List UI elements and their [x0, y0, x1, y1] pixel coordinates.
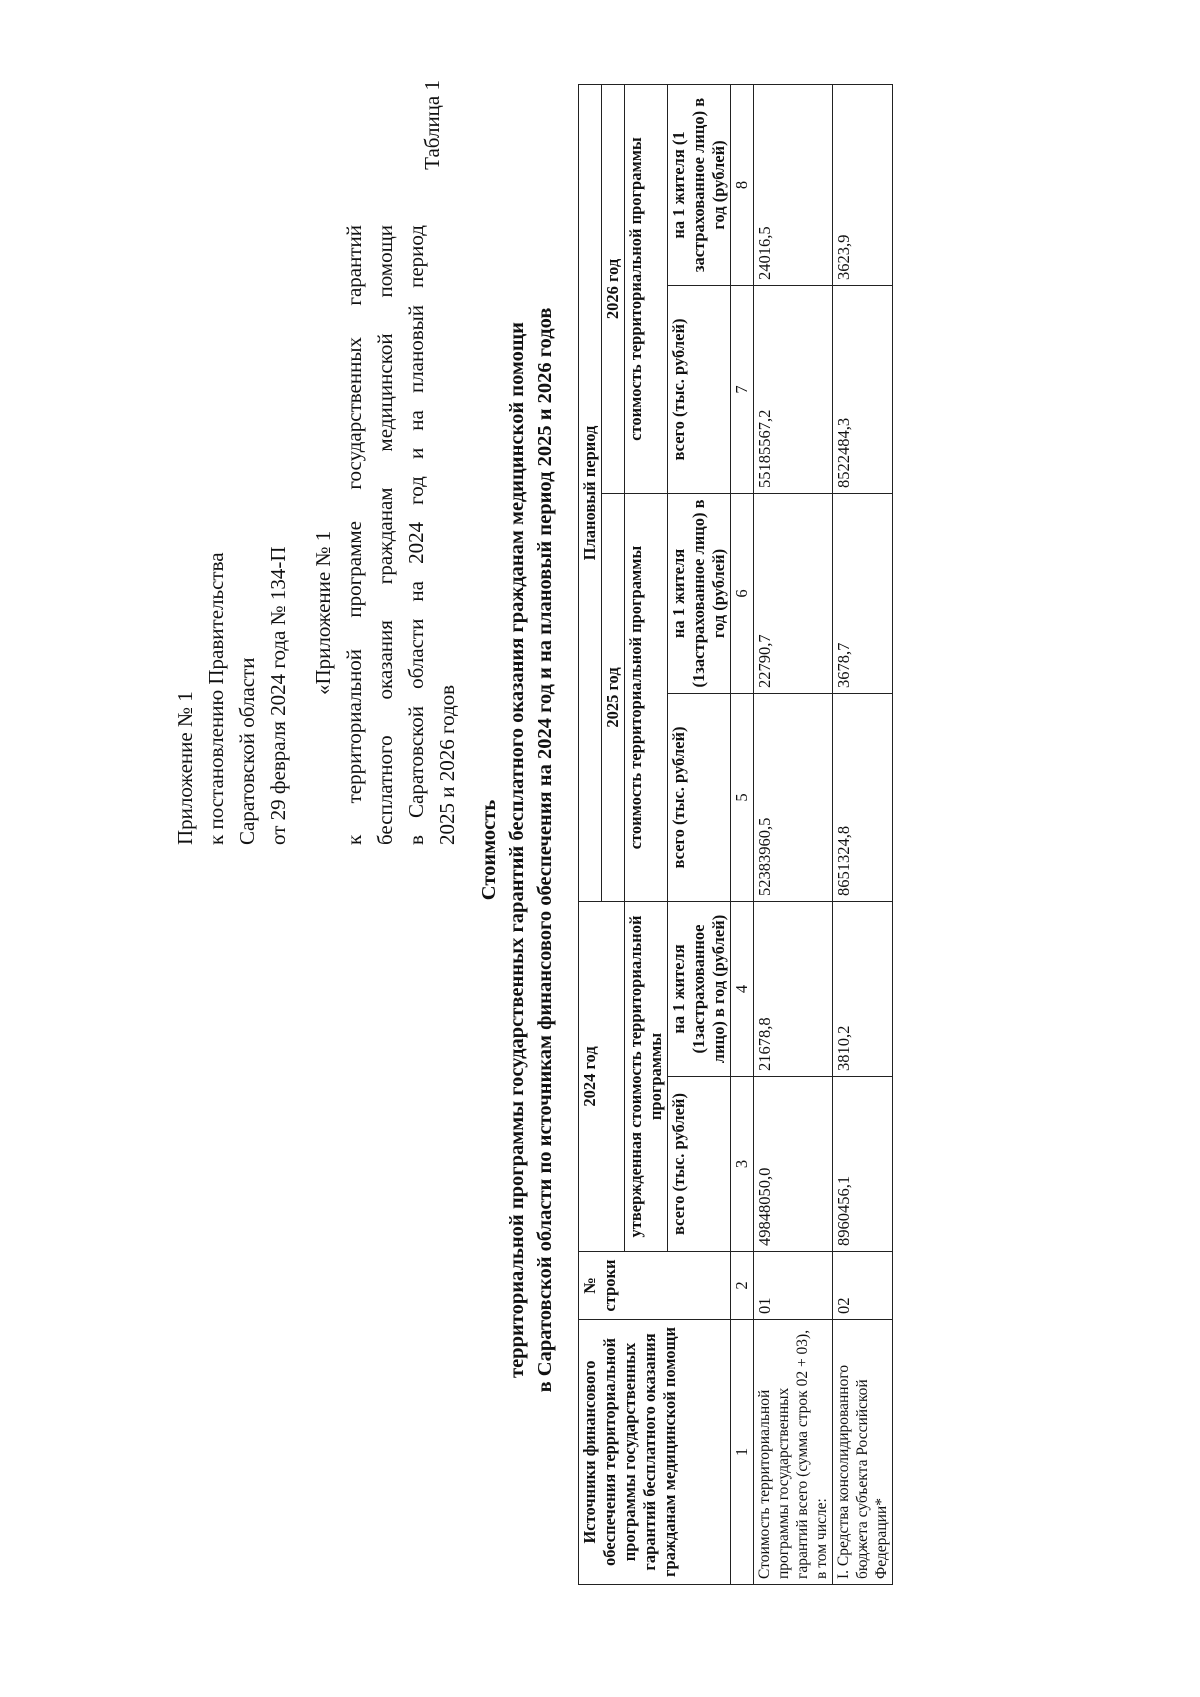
value-cell: 8651324,8: [833, 693, 893, 901]
table-row: [833, 84, 893, 1584]
header-approved-cost: утвержденная стоимость территориальной программы: [625, 901, 668, 1251]
appendix-line: бесплатного оказания гражданам медицинской помощи: [373, 225, 397, 845]
appendix-line: 2025 и 2026 годов: [435, 684, 459, 845]
row-number: 01: [754, 1252, 833, 1320]
approval-line: от 29 февраля 2024 года № 134-П: [266, 546, 290, 845]
title-line: Стоимость: [478, 799, 500, 901]
table-label: Таблица 1: [420, 80, 444, 170]
value-cell: 22790,7: [754, 493, 833, 693]
value-cell: 21678,8: [754, 901, 833, 1076]
table-row: [754, 84, 833, 1584]
header-per-capita: на 1 жителя (1 застрахованное лицо) в год (рублей): [668, 84, 731, 285]
header-per-capita: на 1 жителя (1застрахованное лицо) в год (рублей): [668, 493, 731, 693]
header-cost-2026: стоимость территориальной программы: [625, 84, 668, 493]
title-line: территориальной программы государственных гарантий бесплатного оказания гражданам медицинской помощи: [506, 322, 528, 1378]
header-2026: 2026 год: [602, 84, 625, 493]
appendix-line: в Саратовской области на 2024 год и на плановый период: [404, 225, 428, 845]
value-cell: 3678,7: [833, 493, 893, 693]
header-source: Источники финансового обеспечения территориальной программы государственных гарантий бесплатного оказания гражданам медицинской помощи: [579, 1320, 731, 1585]
value-cell: 3623,9: [833, 84, 893, 285]
approval-line: Приложение № 1: [173, 691, 197, 845]
header-2024: 2024 год: [579, 901, 625, 1251]
row-number: 02: [833, 1252, 893, 1320]
column-number: 8: [731, 84, 754, 285]
header-cost-2025: стоимость территориальной программы: [625, 493, 668, 901]
header-row-number: № строки: [579, 1252, 731, 1320]
value-cell: 24016,5: [754, 84, 833, 285]
column-number: 6: [731, 493, 754, 693]
title-line: в Саратовской области по источникам финансового обеспечения на 2024 год и на плановый период 2025 и 2026 годов: [534, 307, 556, 1393]
approval-block: [170, 225, 463, 845]
approval-line: к постановлению Правительства: [204, 552, 228, 845]
column-number: 4: [731, 901, 754, 1076]
column-number: 7: [731, 285, 754, 493]
value-cell: 52383960,5: [754, 693, 833, 901]
column-number: 2: [731, 1252, 754, 1320]
appendix-line: к территориальной программе государственных гарантий: [342, 225, 366, 845]
column-number-row: [731, 84, 754, 1584]
header-total: всего (тыс. рублей): [668, 1077, 731, 1252]
header-total: всего (тыс. рублей): [668, 693, 731, 901]
value-cell: 3810,2: [833, 901, 893, 1076]
header-plan-period: Плановый период: [579, 84, 602, 901]
row-source-name: Стоимость территориальной программы государственных гарантий всего (сумма строк 02 + 03), в том числе:: [754, 1320, 833, 1585]
column-number: 5: [731, 693, 754, 901]
approval-line: Саратовской области: [235, 657, 259, 845]
appendix-quote-title: «Приложение № 1: [311, 530, 335, 695]
cost-table: [578, 84, 893, 1585]
rotated-page: [130, 40, 1050, 1660]
row-source-name: I. Средства консолидированного бюджета субъекта Российской Федерации*: [833, 1320, 893, 1585]
document-title: [475, 40, 559, 1660]
value-cell: 49848050,0: [754, 1077, 833, 1252]
value-cell: 8522484,3: [833, 285, 893, 493]
column-number: 3: [731, 1077, 754, 1252]
header-per-capita: на 1 жителя (1застрахованное лицо) в год (рублей): [668, 901, 731, 1076]
header-2025: 2025 год: [602, 493, 625, 901]
value-cell: 8960456,1: [833, 1077, 893, 1252]
column-number: 1: [731, 1320, 754, 1585]
value-cell: 55185567,2: [754, 285, 833, 493]
header-total: всего (тыс. рублей): [668, 285, 731, 493]
